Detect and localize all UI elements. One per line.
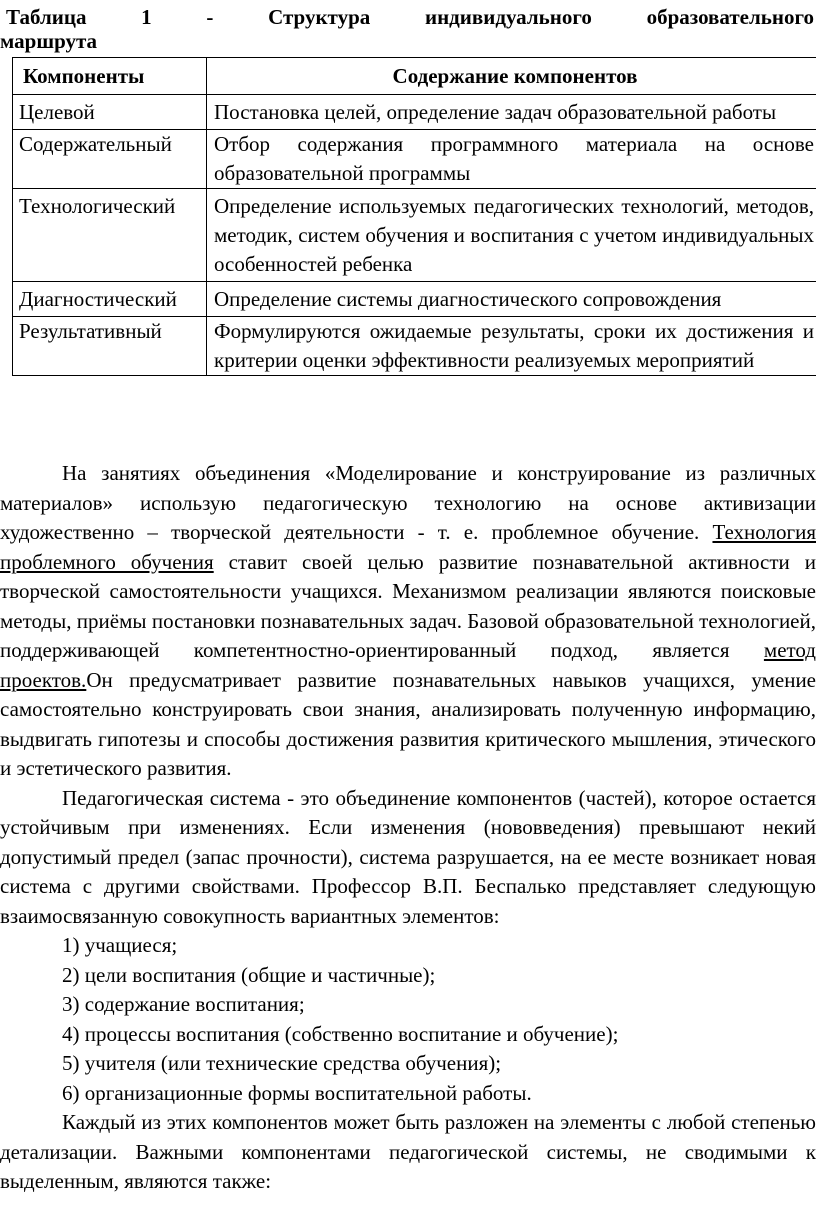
table-row — [13, 317, 816, 376]
paragraph-text: ставит своей целью развитие познавательной активности и творческой самостоятельности учащихся. Механизмом реализации являются поисковые методы, приёмы постановки познавательных задач. Базовой образовательной технологией, поддерживающей компетентностно-ориентированный подход, является — [0, 549, 816, 662]
route-structure-table — [12, 57, 816, 376]
list-item: 6) организационные формы воспитательной работы. — [62, 1080, 532, 1105]
table-caption-line2: маршрута — [0, 29, 98, 53]
paragraph-components-detail: Каждый из этих компонентов может быть разложен на элементы с любой степенью детализации. Важными компонентами педагогической системы, не сводимыми к выделенным, являются также: — [0, 1110, 816, 1193]
list-item: 3) содержание воспитания; — [62, 992, 305, 1016]
paragraph-pedagogical-system: Педагогическая система - это объединение компонентов (частей), которое остается устойчивым при изменениях. Если изменения (нововведения) превышают некий допустимый предел (запас прочности), система разрушается, на ее месте возникает новая система с другими свойствами. Профессор В.П. Беспалько представляет следующую взаимосвязанную совокупность вариантных элементов: — [0, 785, 816, 928]
paragraph-text: На занятиях объединения «Моделирование и конструирование из различных материалов» использую педагогическую технологию на основе активизации художественно – творческой деятельности - т. е. проблемное обучение. — [0, 461, 816, 544]
component-cell: Технологический — [13, 189, 207, 282]
content-cell: Определение системы диагностического сопровождения — [207, 282, 816, 317]
paragraph-technologies — [0, 459, 816, 784]
list-item: 1) учащиеся; — [62, 933, 178, 957]
content-cell: Отбор содержания программного материала на основе образовательной программы — [207, 130, 816, 189]
list-item: 5) учителя (или технические средства обучения); — [62, 1051, 502, 1075]
table-header-row — [13, 58, 816, 95]
content-cell: Постановка целей, определение задач образовательной работы — [207, 95, 816, 130]
paragraph-text: Он предусматривает развитие познавательных навыков учащихся, умение самостоятельно конструировать свои знания, анализировать полученную информацию, выдвигать гипотезы и способы достижения развития критического мышления, этического и эстетического развития. — [0, 667, 816, 780]
component-cell: Результативный — [13, 317, 207, 376]
content-cell: Определение используемых педагогических технологий, методов, методик, систем обучения и воспитания с учетом индивидуальных особенностей ребенка — [207, 189, 816, 282]
header-content: Содержание компонентов — [207, 58, 816, 95]
underlined-term-project-method: метод проектов. — [0, 638, 816, 692]
underlined-term-problem-learning: Технология проблемного обучения — [0, 520, 816, 574]
list-item: 4) процессы воспитания (собственно воспитание и обучение); — [62, 1021, 619, 1046]
table-row — [13, 282, 816, 317]
table-row — [13, 189, 816, 282]
body-text — [0, 459, 816, 1197]
table-caption-line1: Таблица 1 - Структура индивидуального образовательного — [6, 5, 814, 29]
component-cell: Содержательный — [13, 130, 207, 189]
content-cell: Формулируются ожидаемые результаты, сроки их достижения и критерии оценки эффективности реализуемых мероприятий — [207, 317, 816, 376]
header-components: Компоненты — [13, 58, 207, 95]
table-row — [13, 130, 816, 189]
component-cell: Диагностический — [13, 282, 207, 317]
component-cell: Целевой — [13, 95, 207, 130]
list-item: 2) цели воспитания (общие и частичные); — [62, 962, 436, 987]
table-row — [13, 95, 816, 130]
